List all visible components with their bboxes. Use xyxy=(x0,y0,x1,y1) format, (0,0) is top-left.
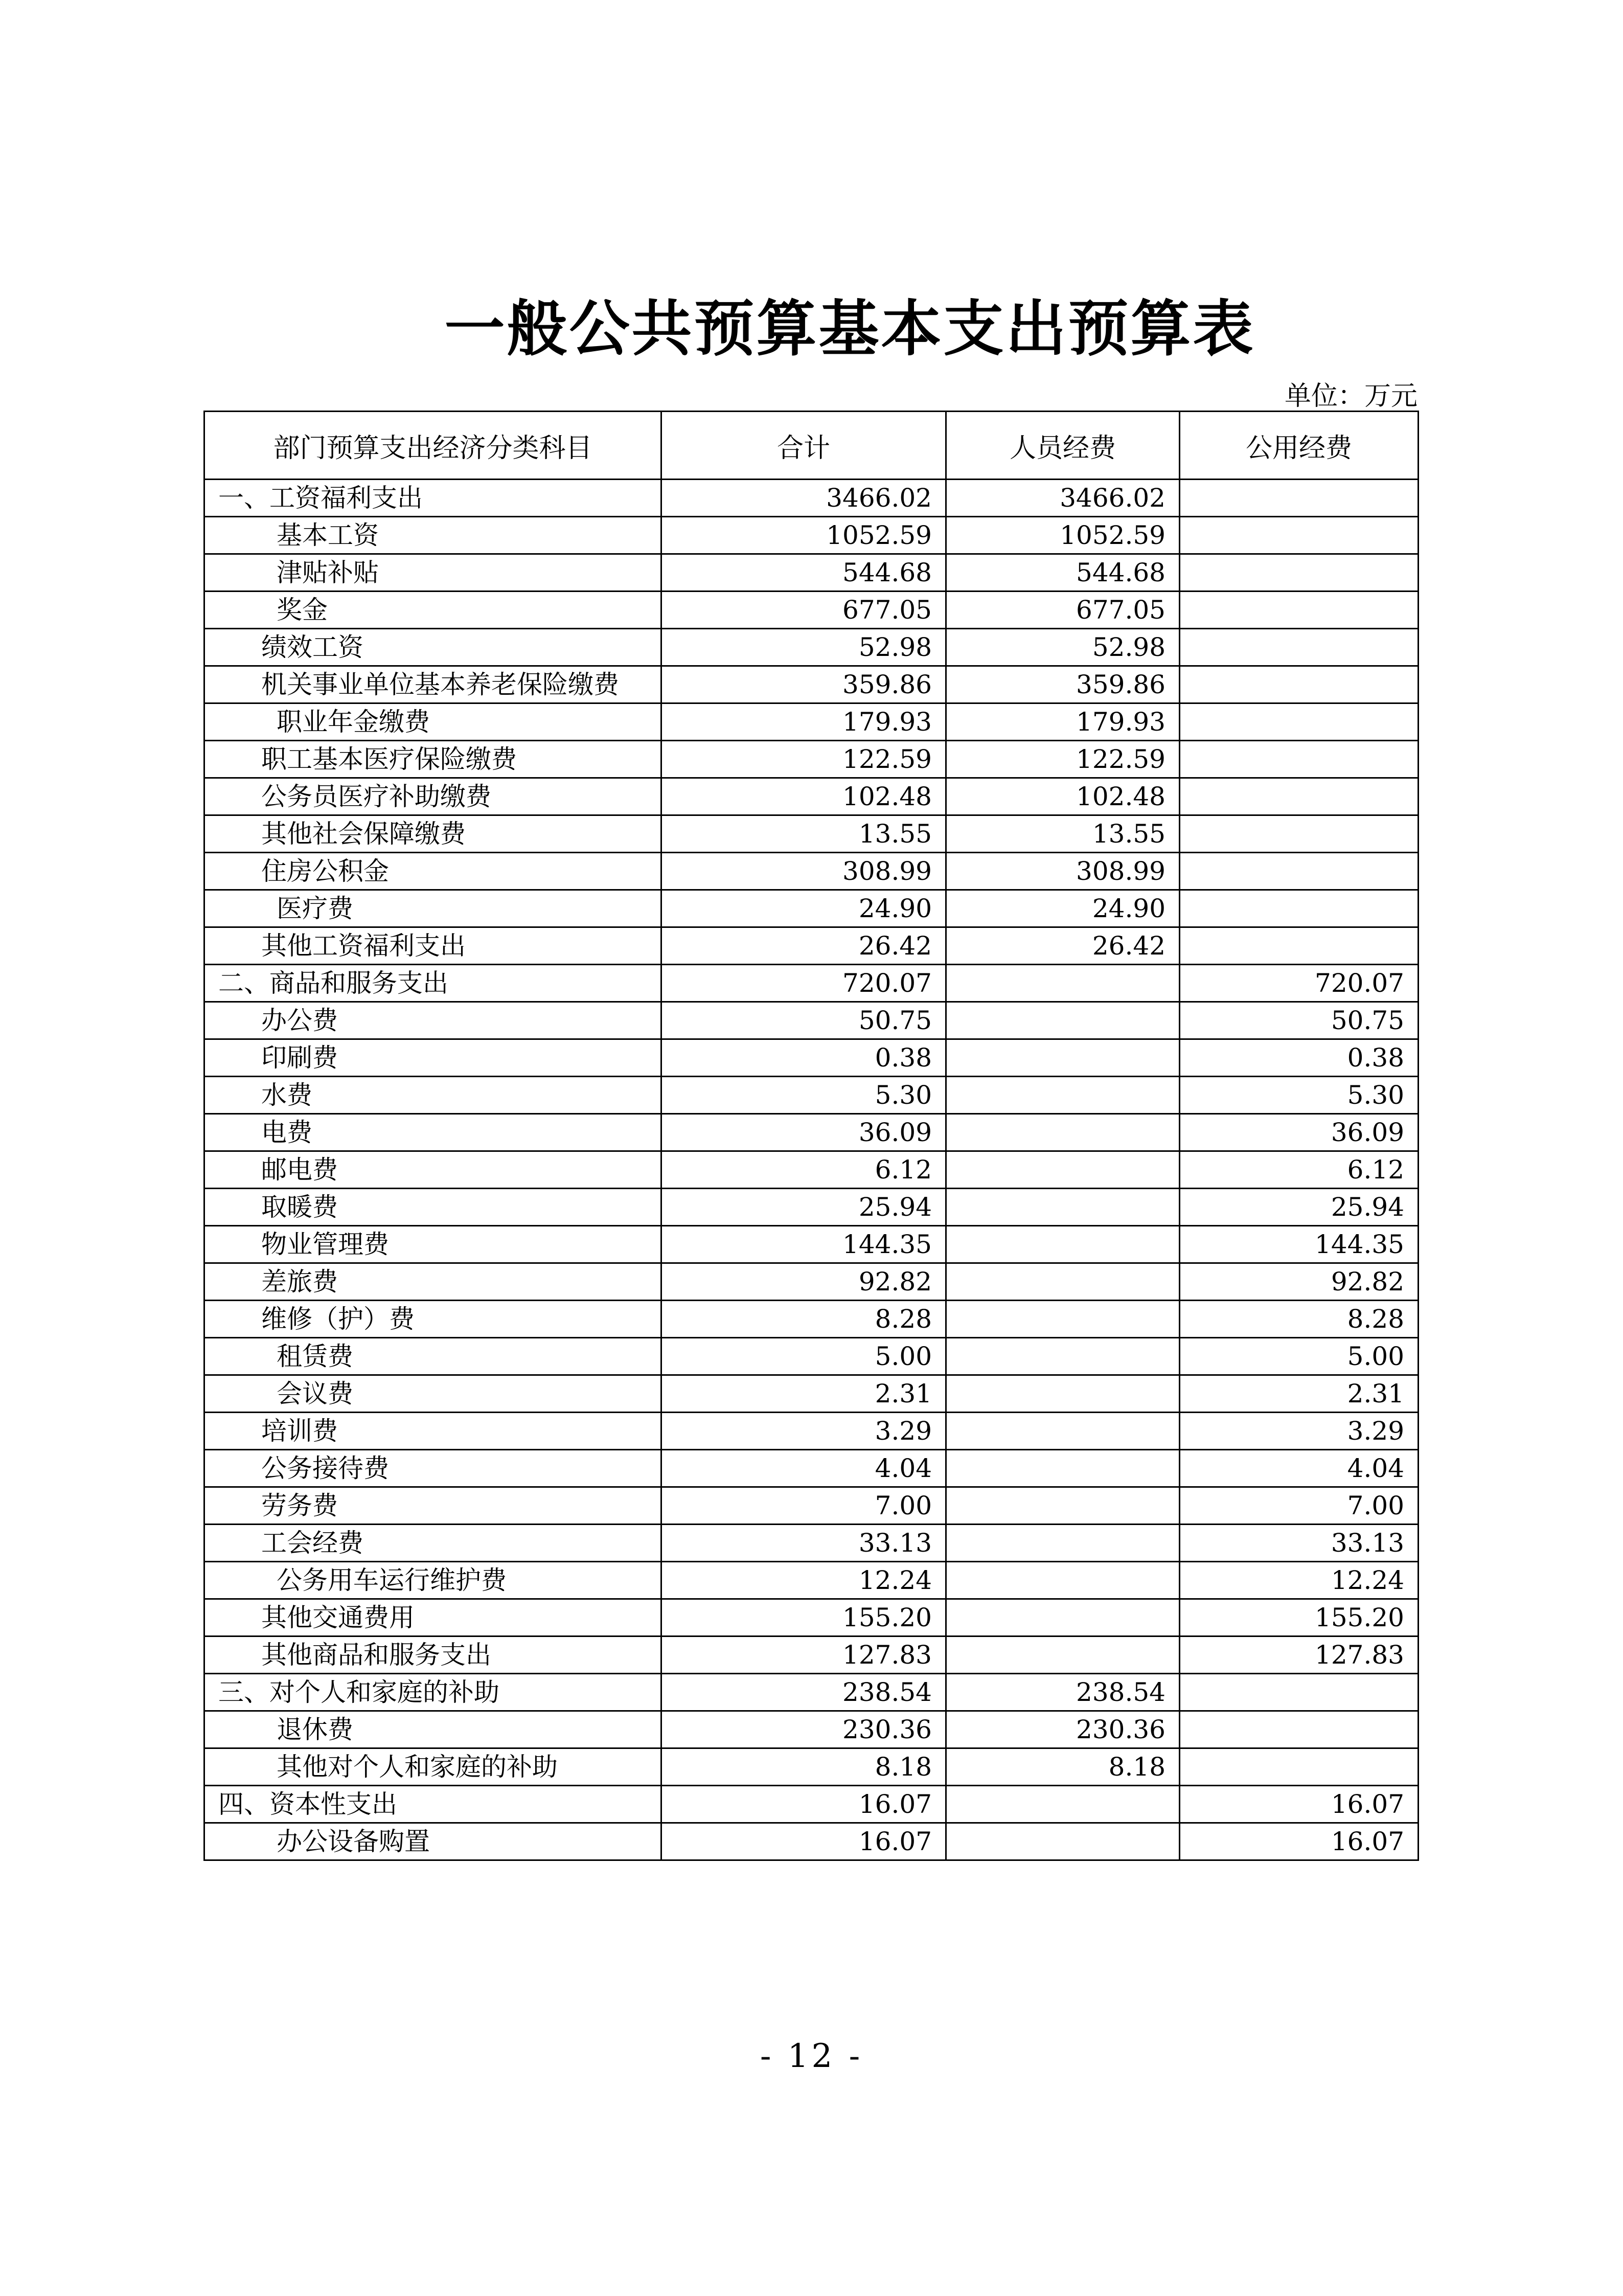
table-row xyxy=(204,1487,1419,1525)
row-personnel-cell xyxy=(946,1077,1180,1114)
row-personnel-cell xyxy=(946,1823,1180,1860)
row-public-cell xyxy=(1180,778,1419,815)
table-row xyxy=(204,1711,1419,1748)
row-personnel-cell xyxy=(946,1413,1180,1450)
row-public-cell: 720.07 xyxy=(1180,965,1419,1002)
row-public-cell: 16.07 xyxy=(1180,1823,1419,1860)
row-public-cell: 127.83 xyxy=(1180,1636,1419,1674)
row-personnel-cell xyxy=(946,1039,1180,1077)
row-category-cell: 会议费 xyxy=(204,1375,661,1413)
table-row xyxy=(204,1413,1419,1450)
row-category-cell: 住房公积金 xyxy=(204,853,661,890)
row-total-cell: 155.20 xyxy=(661,1599,946,1636)
table-row xyxy=(204,1338,1419,1375)
row-total-cell: 2.31 xyxy=(661,1375,946,1413)
table-row xyxy=(204,666,1419,703)
table-row xyxy=(204,815,1419,853)
row-personnel-cell xyxy=(946,1151,1180,1189)
row-personnel-cell xyxy=(946,1599,1180,1636)
row-category-cell: 公务接待费 xyxy=(204,1450,661,1487)
row-public-cell: 3.29 xyxy=(1180,1413,1419,1450)
row-personnel-cell: 3466.02 xyxy=(946,480,1180,517)
row-public-cell: 155.20 xyxy=(1180,1599,1419,1636)
row-category-cell: 职工基本医疗保险缴费 xyxy=(204,741,661,778)
row-total-cell: 544.68 xyxy=(661,554,946,592)
row-personnel-cell: 359.86 xyxy=(946,666,1180,703)
row-public-cell: 33.13 xyxy=(1180,1525,1419,1562)
row-personnel-cell: 544.68 xyxy=(946,554,1180,592)
table-row xyxy=(204,1823,1419,1860)
row-public-cell xyxy=(1180,592,1419,629)
row-category-cell: 取暖费 xyxy=(204,1189,661,1226)
table-row xyxy=(204,1151,1419,1189)
row-personnel-cell xyxy=(946,1525,1180,1562)
row-category-cell: 物业管理费 xyxy=(204,1226,661,1263)
row-category-cell: 其他对个人和家庭的补助 xyxy=(204,1748,661,1786)
row-public-cell xyxy=(1180,517,1419,554)
row-personnel-cell: 52.98 xyxy=(946,629,1180,666)
row-public-cell: 50.75 xyxy=(1180,1002,1419,1039)
row-public-cell xyxy=(1180,1674,1419,1711)
row-personnel-cell: 238.54 xyxy=(946,1674,1180,1711)
row-public-cell: 5.00 xyxy=(1180,1338,1419,1375)
row-total-cell: 6.12 xyxy=(661,1151,946,1189)
row-public-cell: 7.00 xyxy=(1180,1487,1419,1525)
table-row xyxy=(204,1786,1419,1823)
table-row xyxy=(204,778,1419,815)
row-personnel-cell: 1052.59 xyxy=(946,517,1180,554)
table-row xyxy=(204,1748,1419,1786)
table-row xyxy=(204,1189,1419,1226)
row-public-cell: 36.09 xyxy=(1180,1114,1419,1151)
row-total-cell: 3466.02 xyxy=(661,480,946,517)
table-row xyxy=(204,741,1419,778)
row-total-cell: 127.83 xyxy=(661,1636,946,1674)
row-public-cell xyxy=(1180,666,1419,703)
header-category: 部门预算支出经济分类科目 xyxy=(204,412,661,480)
row-public-cell: 0.38 xyxy=(1180,1039,1419,1077)
row-public-cell: 12.24 xyxy=(1180,1562,1419,1599)
table-row xyxy=(204,853,1419,890)
budget-table xyxy=(203,411,1419,1861)
row-category-cell: 其他工资福利支出 xyxy=(204,927,661,965)
row-public-cell: 6.12 xyxy=(1180,1151,1419,1189)
table-row xyxy=(204,1636,1419,1674)
row-total-cell: 5.30 xyxy=(661,1077,946,1114)
row-personnel-cell xyxy=(946,965,1180,1002)
row-category-cell: 劳务费 xyxy=(204,1487,661,1525)
row-personnel-cell xyxy=(946,1338,1180,1375)
row-personnel-cell: 308.99 xyxy=(946,853,1180,890)
row-total-cell: 4.04 xyxy=(661,1450,946,1487)
page-title xyxy=(0,280,1623,367)
row-public-cell xyxy=(1180,480,1419,517)
row-total-cell: 308.99 xyxy=(661,853,946,890)
row-public-cell: 92.82 xyxy=(1180,1263,1419,1301)
table-row xyxy=(204,1674,1419,1711)
row-personnel-cell xyxy=(946,1226,1180,1263)
table-row xyxy=(204,629,1419,666)
row-total-cell: 359.86 xyxy=(661,666,946,703)
row-public-cell xyxy=(1180,741,1419,778)
row-personnel-cell xyxy=(946,1002,1180,1039)
row-public-cell xyxy=(1180,629,1419,666)
table-row xyxy=(204,1375,1419,1413)
row-category-cell: 津贴补贴 xyxy=(204,554,661,592)
row-personnel-cell xyxy=(946,1375,1180,1413)
row-public-cell xyxy=(1180,927,1419,965)
row-personnel-cell: 8.18 xyxy=(946,1748,1180,1786)
row-personnel-cell: 677.05 xyxy=(946,592,1180,629)
page-title-text: 一般公共预算基本支出预算表 xyxy=(444,293,1255,364)
row-personnel-cell xyxy=(946,1189,1180,1226)
row-personnel-cell: 24.90 xyxy=(946,890,1180,927)
row-category-cell: 机关事业单位基本养老保险缴费 xyxy=(204,666,661,703)
row-total-cell: 238.54 xyxy=(661,1674,946,1711)
table-row xyxy=(204,554,1419,592)
row-category-cell: 三、对个人和家庭的补助 xyxy=(204,1674,661,1711)
row-category-cell: 职业年金缴费 xyxy=(204,703,661,741)
row-category-cell: 退休费 xyxy=(204,1711,661,1748)
table-row xyxy=(204,1077,1419,1114)
table-row xyxy=(204,703,1419,741)
row-personnel-cell: 179.93 xyxy=(946,703,1180,741)
row-total-cell: 144.35 xyxy=(661,1226,946,1263)
unit-label: 单位：万元 xyxy=(1284,381,1418,412)
row-public-cell xyxy=(1180,703,1419,741)
row-total-cell: 1052.59 xyxy=(661,517,946,554)
row-category-cell: 四、资本性支出 xyxy=(204,1786,661,1823)
row-total-cell: 102.48 xyxy=(661,778,946,815)
row-total-cell: 24.90 xyxy=(661,890,946,927)
row-personnel-cell: 102.48 xyxy=(946,778,1180,815)
table-row xyxy=(204,1450,1419,1487)
table-row xyxy=(204,517,1419,554)
row-total-cell: 0.38 xyxy=(661,1039,946,1077)
row-category-cell: 工会经费 xyxy=(204,1525,661,1562)
row-total-cell: 230.36 xyxy=(661,1711,946,1748)
row-total-cell: 16.07 xyxy=(661,1786,946,1823)
row-total-cell: 16.07 xyxy=(661,1823,946,1860)
row-total-cell: 3.29 xyxy=(661,1413,946,1450)
table-row xyxy=(204,1039,1419,1077)
row-category-cell: 一、工资福利支出 xyxy=(204,480,661,517)
row-personnel-cell xyxy=(946,1786,1180,1823)
row-personnel-cell: 122.59 xyxy=(946,741,1180,778)
row-category-cell: 租赁费 xyxy=(204,1338,661,1375)
row-category-cell: 医疗费 xyxy=(204,890,661,927)
table-row xyxy=(204,1002,1419,1039)
row-category-cell: 绩效工资 xyxy=(204,629,661,666)
table-row xyxy=(204,592,1419,629)
row-total-cell: 720.07 xyxy=(661,965,946,1002)
page-number: - 12 - xyxy=(760,2037,863,2075)
row-public-cell: 25.94 xyxy=(1180,1189,1419,1226)
table-row xyxy=(204,1114,1419,1151)
row-category-cell: 办公设备购置 xyxy=(204,1823,661,1860)
row-category-cell: 奖金 xyxy=(204,592,661,629)
header-personnel: 人员经费 xyxy=(946,412,1180,480)
table-row xyxy=(204,1301,1419,1338)
row-category-cell: 办公费 xyxy=(204,1002,661,1039)
row-total-cell: 50.75 xyxy=(661,1002,946,1039)
row-category-cell: 邮电费 xyxy=(204,1151,661,1189)
table-row xyxy=(204,927,1419,965)
row-category-cell: 水费 xyxy=(204,1077,661,1114)
row-total-cell: 25.94 xyxy=(661,1189,946,1226)
row-total-cell: 52.98 xyxy=(661,629,946,666)
row-personnel-cell xyxy=(946,1636,1180,1674)
header-public: 公用经费 xyxy=(1180,412,1419,480)
row-public-cell xyxy=(1180,853,1419,890)
row-category-cell: 其他交通费用 xyxy=(204,1599,661,1636)
row-total-cell: 26.42 xyxy=(661,927,946,965)
row-category-cell: 公务员医疗补助缴费 xyxy=(204,778,661,815)
row-public-cell: 8.28 xyxy=(1180,1301,1419,1338)
row-category-cell: 其他社会保障缴费 xyxy=(204,815,661,853)
row-total-cell: 36.09 xyxy=(661,1114,946,1151)
row-total-cell: 122.59 xyxy=(661,741,946,778)
table-row xyxy=(204,480,1419,517)
header-total: 合计 xyxy=(661,412,946,480)
table-row xyxy=(204,890,1419,927)
row-category-cell: 二、商品和服务支出 xyxy=(204,965,661,1002)
row-personnel-cell xyxy=(946,1263,1180,1301)
row-personnel-cell xyxy=(946,1450,1180,1487)
row-total-cell: 179.93 xyxy=(661,703,946,741)
row-public-cell xyxy=(1180,1748,1419,1786)
table-body xyxy=(204,480,1419,1860)
table-row xyxy=(204,965,1419,1002)
row-public-cell: 2.31 xyxy=(1180,1375,1419,1413)
row-total-cell: 12.24 xyxy=(661,1562,946,1599)
row-personnel-cell: 13.55 xyxy=(946,815,1180,853)
row-total-cell: 677.05 xyxy=(661,592,946,629)
row-total-cell: 7.00 xyxy=(661,1487,946,1525)
row-personnel-cell xyxy=(946,1487,1180,1525)
row-personnel-cell xyxy=(946,1562,1180,1599)
table-row xyxy=(204,1599,1419,1636)
table-row xyxy=(204,1562,1419,1599)
table-row xyxy=(204,1525,1419,1562)
table-row xyxy=(204,1263,1419,1301)
row-category-cell: 维修（护）费 xyxy=(204,1301,661,1338)
row-total-cell: 33.13 xyxy=(661,1525,946,1562)
row-personnel-cell xyxy=(946,1301,1180,1338)
row-total-cell: 5.00 xyxy=(661,1338,946,1375)
row-public-cell xyxy=(1180,554,1419,592)
row-category-cell: 电费 xyxy=(204,1114,661,1151)
row-public-cell xyxy=(1180,815,1419,853)
row-public-cell xyxy=(1180,890,1419,927)
table-row xyxy=(204,1226,1419,1263)
row-total-cell: 8.28 xyxy=(661,1301,946,1338)
row-category-cell: 公务用车运行维护费 xyxy=(204,1562,661,1599)
row-personnel-cell: 26.42 xyxy=(946,927,1180,965)
row-category-cell: 差旅费 xyxy=(204,1263,661,1301)
row-category-cell: 基本工资 xyxy=(204,517,661,554)
row-public-cell: 16.07 xyxy=(1180,1786,1419,1823)
row-personnel-cell xyxy=(946,1114,1180,1151)
row-category-cell: 其他商品和服务支出 xyxy=(204,1636,661,1674)
row-total-cell: 92.82 xyxy=(661,1263,946,1301)
row-total-cell: 8.18 xyxy=(661,1748,946,1786)
row-public-cell: 5.30 xyxy=(1180,1077,1419,1114)
row-public-cell: 144.35 xyxy=(1180,1226,1419,1263)
row-personnel-cell: 230.36 xyxy=(946,1711,1180,1748)
row-total-cell: 13.55 xyxy=(661,815,946,853)
row-public-cell xyxy=(1180,1711,1419,1748)
row-public-cell: 4.04 xyxy=(1180,1450,1419,1487)
table-header-row xyxy=(204,412,1419,480)
row-category-cell: 培训费 xyxy=(204,1413,661,1450)
row-category-cell: 印刷费 xyxy=(204,1039,661,1077)
